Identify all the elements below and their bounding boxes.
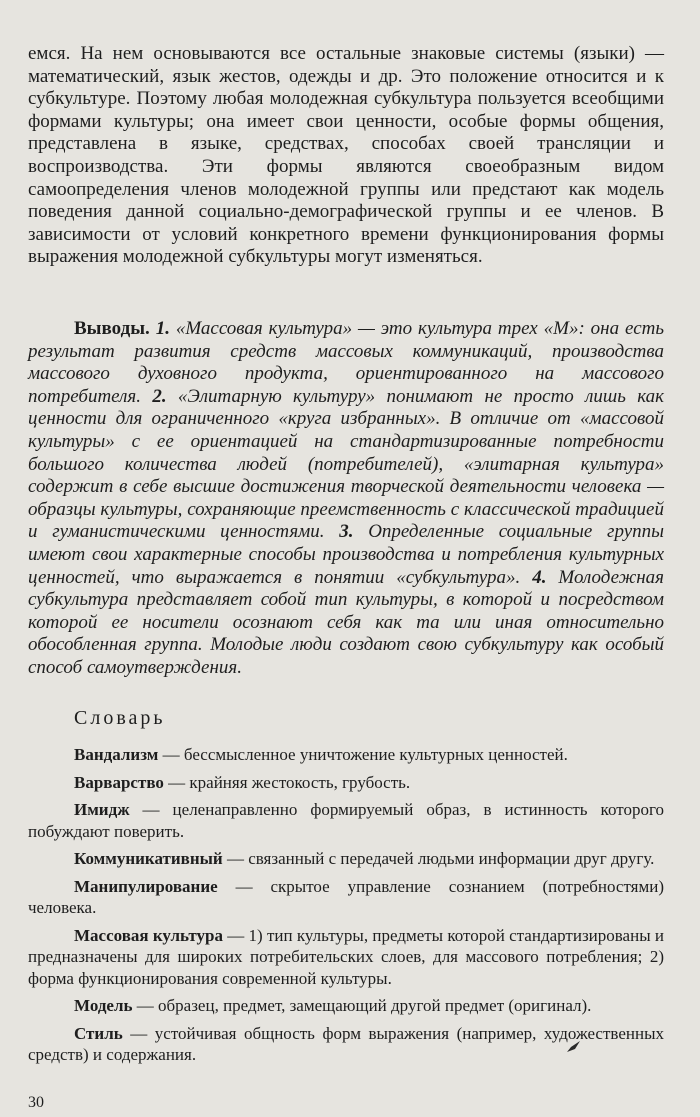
- conclusion-number: 2.: [152, 385, 167, 407]
- dictionary-term: Манипулирование: [74, 876, 218, 896]
- pen-mark-icon: [565, 1040, 583, 1054]
- dictionary-definition: — устойчивая общность форм выражения (например, художественных средств) и содержания.: [28, 1023, 664, 1064]
- dictionary-definition: — бессмысленное уничтожение культурных ценностей.: [158, 745, 568, 764]
- dictionary-definition: — 1) тип культуры, предметы которой стандартизированы и предназначены для широких потребительских слоев, для массового потребления; 2) форма функционирования современной культуры.: [28, 925, 664, 988]
- conclusion-number: 1.: [155, 318, 170, 339]
- page-number: 30: [28, 1094, 44, 1111]
- conclusion-number: 3.: [339, 521, 354, 543]
- dictionary-heading: Словарь: [74, 707, 166, 729]
- dictionary-entry: [28, 876, 664, 919]
- body-paragraph: емся. На нем основываются все остальные знаковые системы (языки) — математический, язык жестов, одежды и др. Это положение относится и к субкультуре. Поэтому любая молодежная субкультура пользуется всеобщими формами культуры; она имеет свои ценности, особые формы общения, представлена в языке, средствах, способах своей трансляции и воспроизводства. Эти формы являются своеобразным видом самоопределения членов молодежной группы или предстают как модель поведения данной социально-демографической группы и ее членов. В зависимости от условий конкретного времени функционирования формы выражения молодежной субкультуры могут изменяться.: [28, 43, 664, 268]
- conclusion-item-2: [28, 386, 664, 543]
- dictionary-entry: [28, 925, 664, 990]
- dictionary-entry: [28, 995, 664, 1017]
- dictionary-term: Массовая культура: [74, 925, 223, 945]
- conclusions-block: [28, 318, 664, 680]
- dictionary-definition: — крайняя жестокость, грубость.: [163, 772, 411, 792]
- dictionary-term: Коммуникативный: [74, 849, 223, 868]
- dictionary-definition: — образец, предмет, замещающий другой предмет (оригинал).: [132, 996, 592, 1015]
- dictionary-definition: — скрытое управление сознанием (потребностями) человека.: [28, 876, 664, 917]
- conclusion-text: Определенные социальные группы имеют свои характерные способы производства и потребления культурных ценностей, что выражается в понятии «субкультура».: [28, 521, 664, 588]
- conclusions-lead: Выводы.: [74, 318, 150, 339]
- conclusion-text: «Массовая культура» — это культура трех «М»: она есть результат развития средств массовых коммуникаций, производства массового духовного продукта, ориентированного на массового потребителя.: [28, 318, 664, 407]
- dictionary-entry: [28, 799, 664, 842]
- conclusion-text: Молодежная субкультура представляет собой тип культуры, в которой и посредством которой ее носители осознают себя как та или иная относительно обособленная группа. Молодые люди создают свою субкультуру как особый способ самоутверждения.: [28, 566, 665, 678]
- dictionary-term: Вандализм: [74, 745, 159, 764]
- dictionary-definition: — целенаправленно формируемый образ, в истинность которого побуждают поверить.: [28, 800, 664, 841]
- dictionary-entry: [28, 744, 664, 766]
- dictionary-term: Имидж: [74, 800, 130, 819]
- dictionary-term: Стиль: [74, 1023, 123, 1043]
- dictionary-term: Варварство: [74, 772, 164, 792]
- dictionary-term: Модель: [74, 996, 133, 1015]
- dictionary-list: [28, 744, 664, 1072]
- dictionary-definition: — связанный с передачей людьми информации друг другу.: [222, 849, 655, 868]
- conclusion-text: «Элитарную культуру» понимают не просто лишь как ценности для ограниченного «круга избранных». В отличие от «массовой культуры» с ее ориентацией на стандартизированные потребности большого количества людей (потребителей), «элитарная культура» содержит в себе высшие достижения творческой деятельности человека — образцы культуры, сохраняющие преемственность с классической традицией и гуманистическими ценностями.: [28, 385, 665, 543]
- dictionary-entry: [28, 772, 664, 794]
- conclusion-number: 4.: [532, 566, 547, 588]
- dictionary-entry: [28, 848, 664, 870]
